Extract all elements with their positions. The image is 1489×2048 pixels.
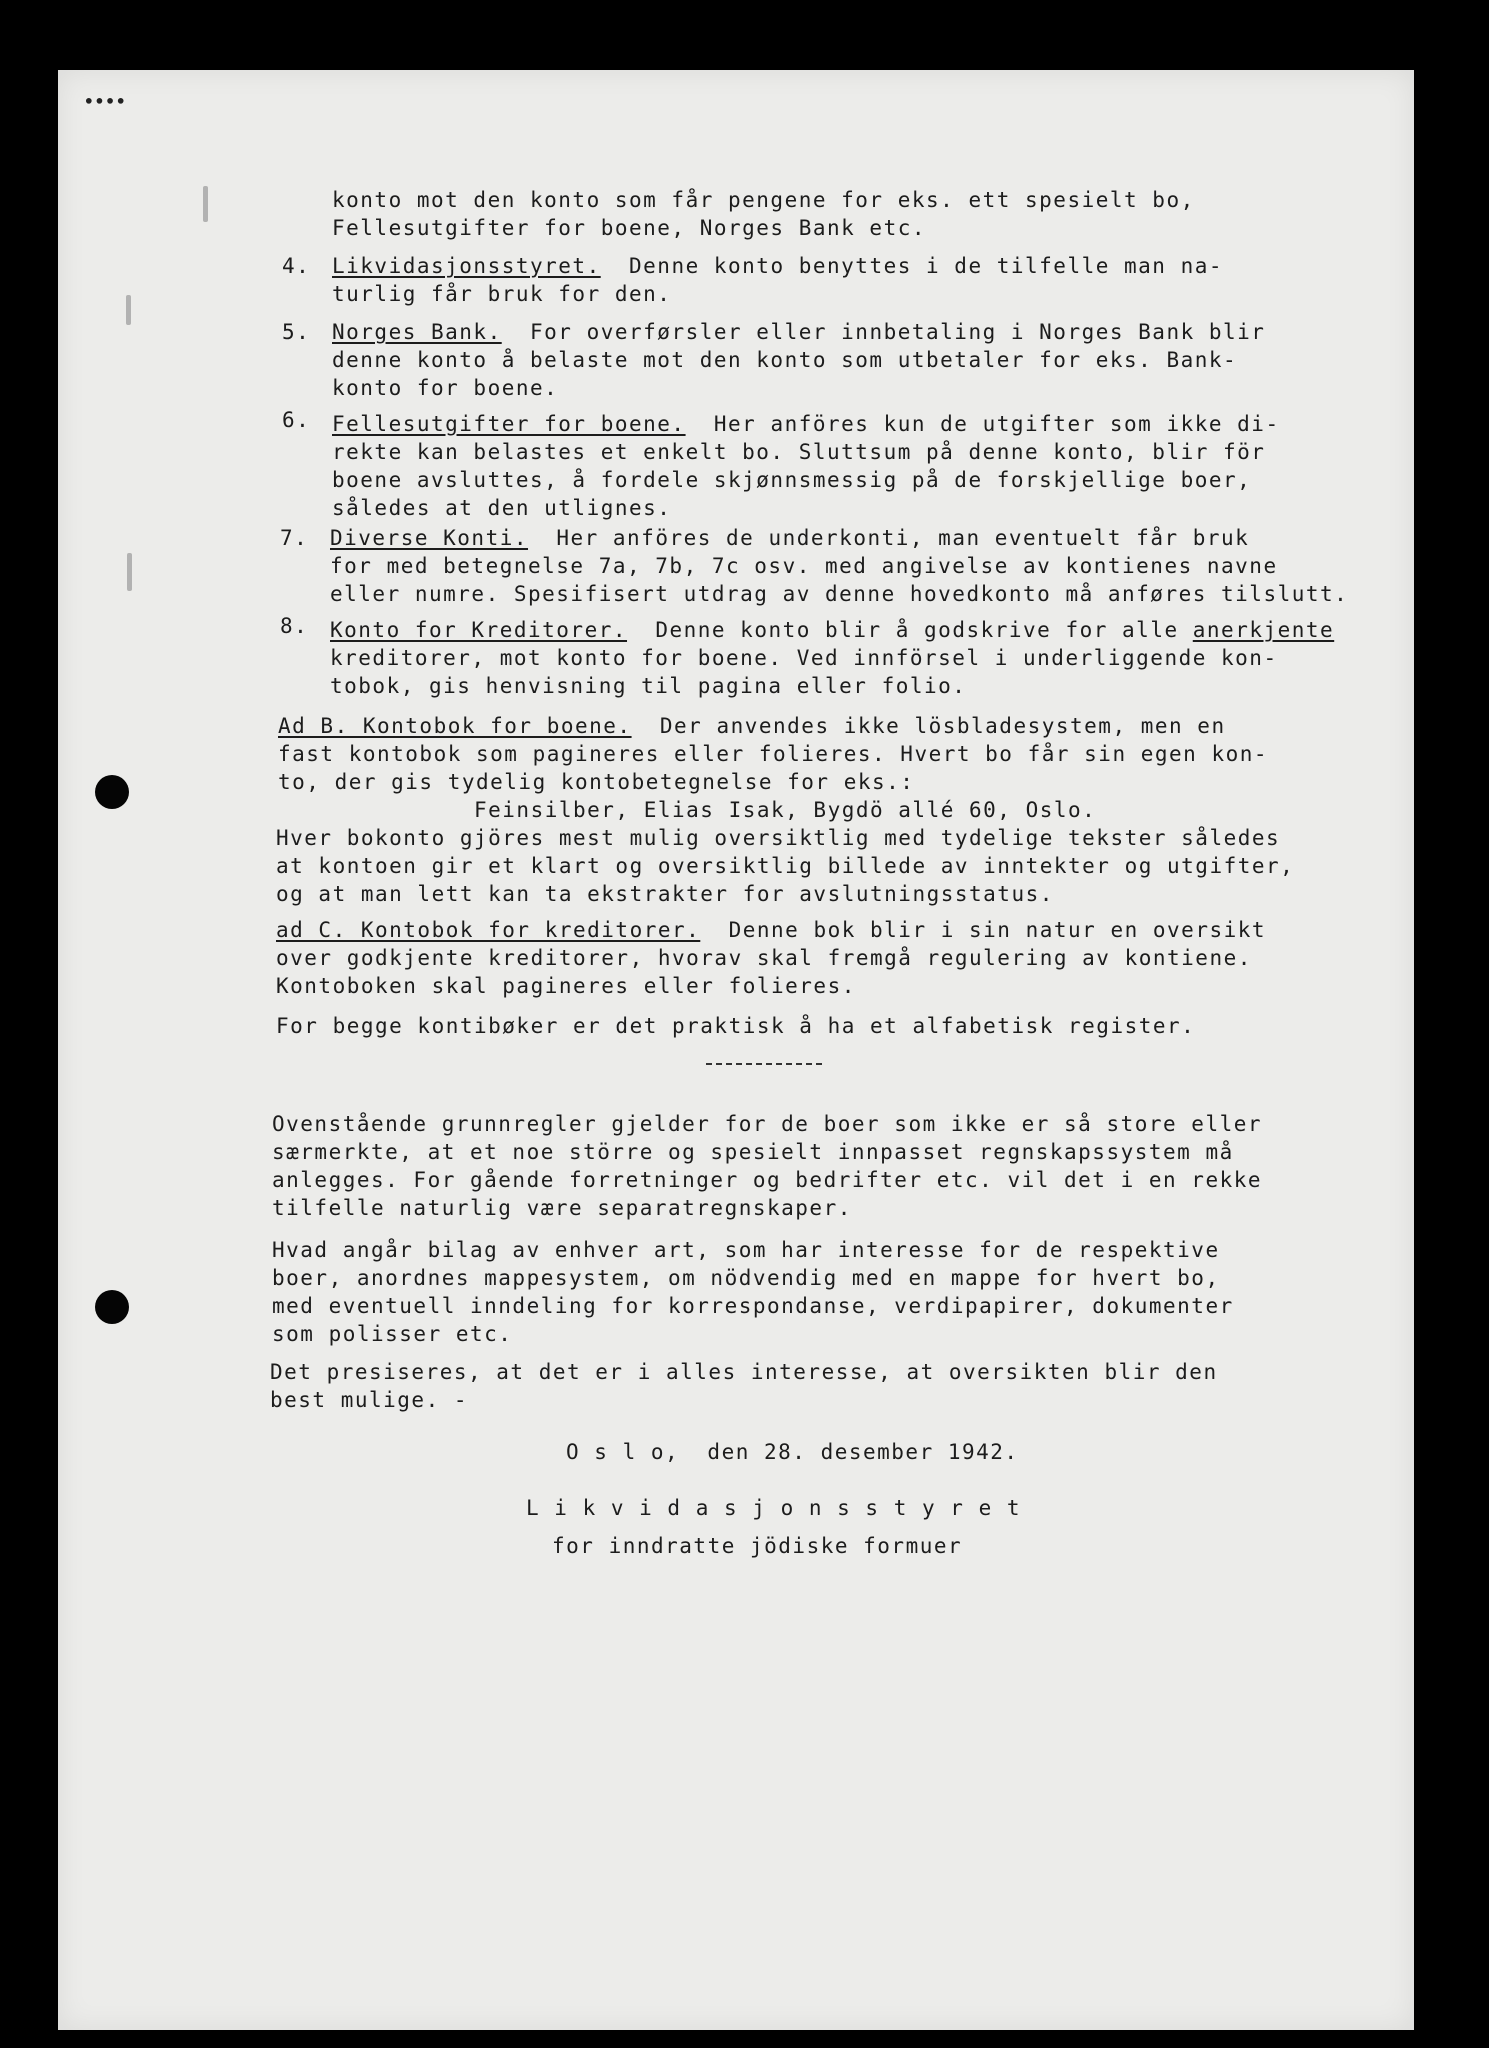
organization-subtitle: for inndratte jödiske formuer (552, 1534, 963, 1558)
item-number: 5. (282, 320, 311, 344)
register-note: For begge kontibøker er det praktisk å ha et alfabetisk register. (276, 1014, 1196, 1038)
intro-line: konto mot den konto som får pengene for eks. ett spesielt bo, (332, 188, 1195, 212)
organization-name: L i k v i d a s j o n s s t y r e t (526, 1496, 1022, 1520)
intro-line: Fellesutgifter for boene, Norges Bank etc. (332, 216, 927, 240)
item-line: således at den utlignes. (332, 496, 672, 520)
ad-b-first-line (278, 712, 1226, 740)
item-line: eller numre. Spesifisert utdrag av denne hovedkonto må anføres tilslutt. (330, 582, 1349, 606)
para3-line: best mulige. - (270, 1388, 469, 1412)
item-title: Fellesutgifter for boene. (332, 412, 686, 436)
para1-line: Ovenstående grunnregler gjelder for de boer som ikke er så store eller (272, 1112, 1263, 1136)
item-line: kreditorer, mot konto for boene. Ved innförsel i underliggende kon- (330, 646, 1278, 670)
place-date: O s l o, den 28. desember 1942. (566, 1440, 1019, 1464)
item-first-line (330, 524, 1249, 552)
ad-b-line: Hver bokonto gjöres mest mulig oversiktlig med tydelige tekster således (276, 826, 1281, 850)
item-number: 6. (282, 408, 311, 432)
ad-c-line: Kontoboken skal pagineres eller folieres. (276, 974, 856, 998)
corner-mark: •••• (84, 92, 127, 111)
item-first-line (332, 318, 1265, 346)
separator-text (706, 1052, 805, 1070)
item-title: Norges Bank. (332, 320, 502, 344)
item-title: Likvidasjonsstyret. (332, 254, 601, 278)
ad-b-example: Feinsilber, Elias Isak, Bygdö allé 60, Oslo. (474, 798, 1097, 822)
ad-c-line: over godkjente kreditorer, hvorav skal fremgå regulering av kontiene. (276, 946, 1252, 970)
separator-line (706, 1063, 822, 1065)
ad-b-line: at kontoen gir et klart og oversiktlig billede av inntekter og utgifter, (276, 854, 1295, 878)
item-first-line (330, 616, 1334, 644)
item-line: tobok, gis henvisning til pagina eller folio. (330, 674, 967, 698)
para2-line: som polisser etc. (272, 1322, 513, 1346)
item-line: konto for boene. (332, 376, 559, 400)
item-line: rekte kan belastes et enkelt bo. Sluttsum på denne konto, blir för (332, 440, 1266, 464)
para2-line: boer, anordnes mappesystem, om nödvendig med en mappe for hvert bo, (272, 1266, 1220, 1290)
ad-c-first-line (276, 916, 1266, 944)
item-line: denne konto å belaste mot den konto som utbetaler for eks. Bank- (332, 348, 1238, 372)
ad-b-text: Der anvendes ikke lösbladesystem, men en (659, 714, 1226, 738)
item-text: Denne konto blir å godskrive for alle (655, 618, 1179, 642)
item-first-line (332, 410, 1280, 438)
item-number: 8. (280, 614, 309, 638)
item-line: for med betegnelse 7a, 7b, 7c osv. med angivelse av kontienes navne (330, 554, 1278, 578)
item-text: Denne konto benyttes i de tilfelle man na- (629, 254, 1224, 278)
ad-c-title: ad C. Kontobok for kreditorer. (276, 918, 701, 942)
ad-b-line: fast kontobok som pagineres eller folieres. Hvert bo får sin egen kon- (278, 742, 1269, 766)
ad-b-line: to, der gis tydelig kontobetegnelse for eks.: (278, 770, 915, 794)
item-title: Diverse Konti. (330, 526, 529, 550)
para1-line: særmerkte, at et noe större og spesielt innpasset regnskapssystem må (272, 1140, 1234, 1164)
ad-b-title: Ad B. Kontobok for boene. (278, 714, 632, 738)
item-title: Konto for Kreditorer. (330, 618, 628, 642)
item-number: 7. (280, 526, 309, 550)
ad-b-line: og at man lett kan ta ekstrakter for avslutningsstatus. (276, 882, 1054, 906)
item-number: 4. (282, 254, 311, 278)
ad-c-text: Denne bok blir i sin natur en oversikt (728, 918, 1267, 942)
item-text-underlined: anerkjente (1192, 618, 1335, 642)
para1-line: tilfelle naturlig være separatregnskaper. (272, 1196, 852, 1220)
item-line: boene avsluttes, å fordele skjønnsmessig på de forskjellige boer, (332, 468, 1252, 492)
item-line: turlig får bruk for den. (332, 282, 672, 306)
item-first-line (332, 252, 1223, 280)
item-text: Her anföres de underkonti, man eventuelt får bruk (556, 526, 1250, 550)
item-text: For overførsler eller innbetaling i Norges Bank blir (530, 320, 1266, 344)
para3-line: Det presiseres, at det er i alles interesse, at oversikten blir den (270, 1360, 1218, 1384)
para1-line: anlegges. For gående forretninger og bedrifter etc. vil det i en rekke (272, 1168, 1263, 1192)
para2-line: med eventuell inndeling for korrespondanse, verdipapirer, dokumenter (272, 1294, 1234, 1318)
item-text: Her anföres kun de utgifter som ikke di- (713, 412, 1280, 436)
para2-line: Hvad angår bilag av enhver art, som har interesse for de respektive (272, 1238, 1220, 1262)
